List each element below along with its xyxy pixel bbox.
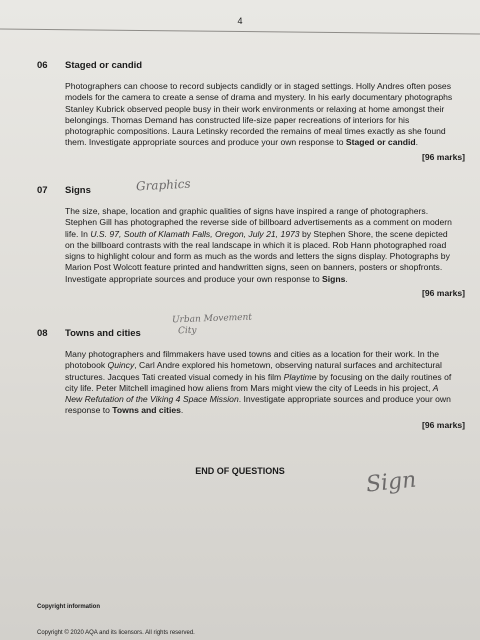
header-rule <box>0 28 480 34</box>
question-body: Many photographers and filmmakers have used towns and cities as a location for their work. In the photobook Quincy, Carl Andre explored his hometown, observing natural surfaces and architectural structures. Jacques Tati created visual comedy in his film Playtime by focusing on the daily routines of city life. Peter Mitchell imagined how aliens from Mars might view the city of Leeds in his project, A New Refutation of the Viking 4 Space Mission. Investigate appropriate sources and produce your own response to Towns and cities. <box>65 349 452 416</box>
page-number: 4 <box>237 16 243 26</box>
question-marks: [96 marks] <box>422 419 465 430</box>
question-marks: [96 marks] <box>422 151 465 162</box>
end-of-questions: END OF QUESTIONS <box>195 466 285 476</box>
question-number: 06 <box>37 60 48 71</box>
question-title: Towns and cities <box>65 328 141 339</box>
question-number: 07 <box>37 185 48 196</box>
handwritten-city: City <box>177 325 197 337</box>
question-header <box>37 325 467 342</box>
question-title: Staged or candid <box>65 60 143 71</box>
handwritten-sign: Sign <box>364 467 418 498</box>
copyright-heading: Copyright information <box>37 604 100 610</box>
question-header <box>37 185 467 199</box>
question-06 <box>37 60 467 162</box>
question-header <box>37 60 467 74</box>
question-body: Photographers can choose to record subjects candidly or in staged settings. Holly Andres often poses models for the camera to create a sense of drama and mystery. In his early documentary photographs Stanley Kubrick observed people busy in their work environments or relaxing at home amongst their belongings. Thomas Demand has constructed life-size paper recreations of interiors for his photographic compositions. Laura Letinsky recorded the remains of meal times exactly as she found them. Investigate appropriate sources and produce your own response to Staged or candid. <box>65 81 453 148</box>
question-number: 08 <box>37 328 48 339</box>
question-title: Signs <box>65 185 91 196</box>
handwritten-graphics: Graphics <box>135 176 191 194</box>
question-08 <box>37 325 467 430</box>
question-body: The size, shape, location and graphic qualities of signs have inspired a range of photographers. Stephen Gill has photographed the reverse side of billboard advertisements as a comment on modern life. In U.S. 97, South of Klamath Falls, Oregon, July 21, 1973 by Stephen Shore, the scene depicted on the billboard contrasts with the real landscape in which it is placed. Rob Hann photographed road signs to highlight colour and form as much as the words and letters the signs display. Photographs by Marion Post Wolcott feature printed and handwritten signs, seen on banners, posters or shopfronts. Investigate appropriate sources and produce your own response to Signs. <box>65 206 452 284</box>
question-marks: [96 marks] <box>422 288 465 299</box>
copyright-text: Copyright © 2020 AQA and its licensors. All rights reserved. <box>37 630 195 636</box>
handwritten-urban-movement: Urban Movement <box>171 312 253 326</box>
question-07 <box>37 185 467 298</box>
